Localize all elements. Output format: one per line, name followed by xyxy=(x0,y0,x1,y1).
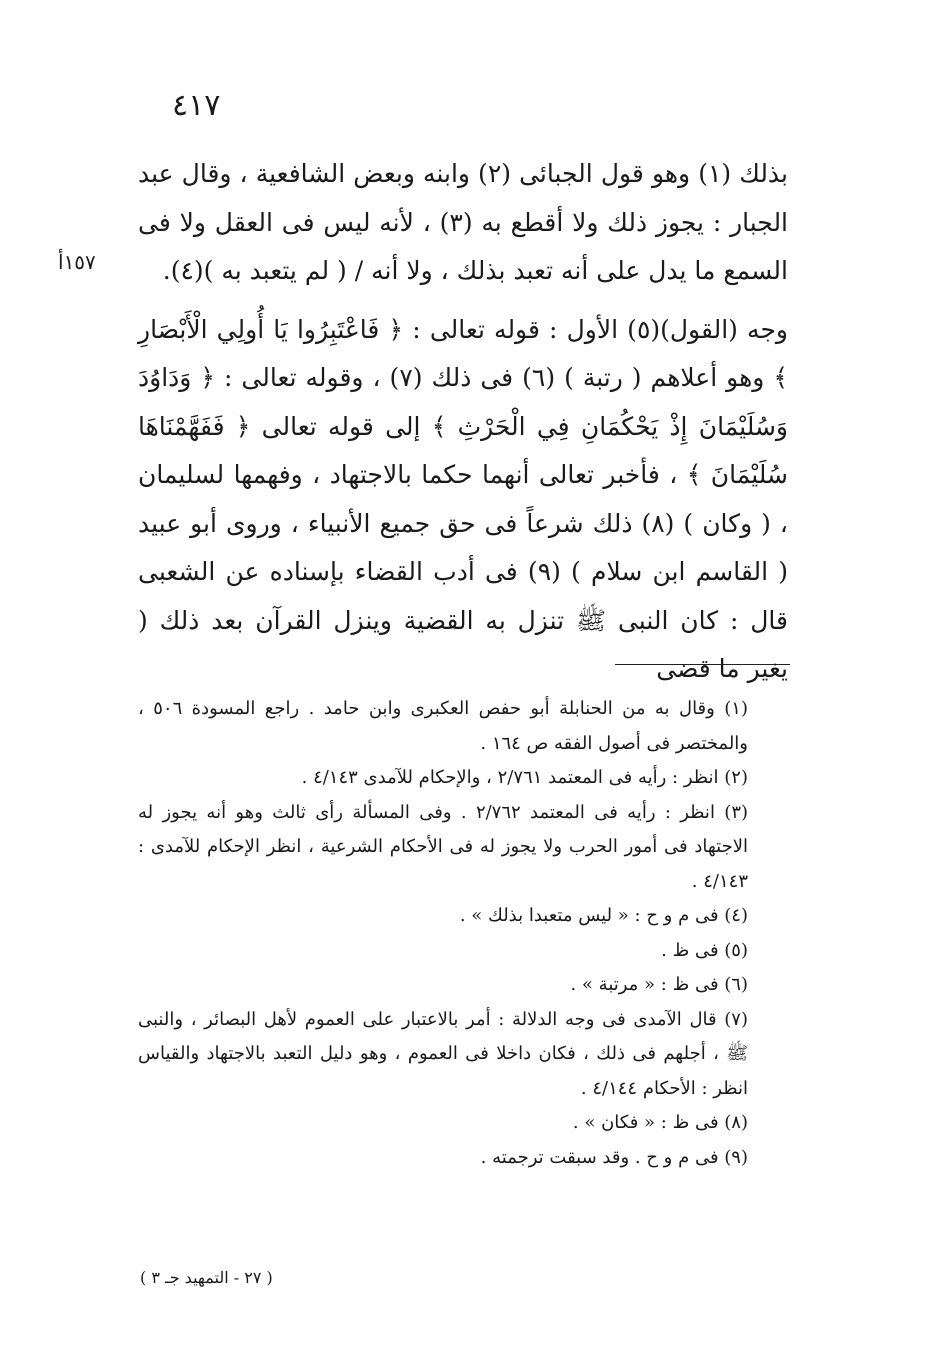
footnote-9: (٩) فى م و ح . وقد سبقت ترجمته . xyxy=(480,1146,748,1168)
footnotes xyxy=(138,692,788,1175)
footnote-4: (٤) فى م و ح : « ليس متعبدا بذلك » . xyxy=(459,905,748,926)
footnote-2: (٢) انظر : رأيه فى المعتمد ٢/٧٦١ ، والإحكام للآمدى ٤/١٤٣ . xyxy=(301,767,748,788)
footnote-8: (٨) فى ظ : « فكان » . xyxy=(572,1112,748,1133)
margin-folio-note: ١٥٧أ xyxy=(58,250,96,274)
footnote-6: (٦) فى ظ : « مرتبة » . xyxy=(570,974,748,995)
signature-mark: ( ٢٧ - التمهيد جـ ٣ ) xyxy=(140,1268,273,1287)
main-paragraph-1: بذلك (١) وهو قول الجبائى (٢) وابنه وبعض الشافعية ، وقال عبد الجبار : يجوز ذلك ولا أقطع به (٣) ، لأنه ليس فى العقل ولا فى السمع ما يدل على أنه تعبد بذلك ، ولا أنه / ( لم يتعبد به )(٤). xyxy=(138,159,789,285)
main-paragraph-2: وجه (القول)(٥) الأول : قوله تعالى : ﴿ فَاعْتَبِرُوا يَا أُولِي الْأَبْصَارِ ﴾ وهو أعلاهم ( رتبة ) (٦) فى ذلك (٧) ، وقوله تعالى : ﴿ وَدَاوُدَ وَسُلَيْمَانَ إِذْ يَحْكُمَانِ فِي الْحَرْثِ ﴾ إلى قوله تعالى ﴿ فَفَهَّمْنَاهَا سُلَيْمَانَ ﴾ ، فأخبر تعالى أنهما حكما بالاجتهاد ، وفهمها لسليمان ، ( وكان ) (٨) ذلك شرعاً فى حق جميع الأنبياء ، وروى أبو عبيد ( القاسم ابن سلام ) (٩) فى أدب القضاء بإسناده عن الشعبى قال : كان النبى ﷺ تنزل به القضية وينزل القرآن بعد ذلك ( يغير ما قضى xyxy=(138,314,788,683)
page-number: ٤١٧ xyxy=(172,88,221,123)
footnote-1: (١) وقال به من الحنابلة أبو حفص العكبرى وابن حامد . راجع المسودة ٥٠٦ ، والمختصر فى أصول الفقه ص ١٦٤ . xyxy=(138,698,748,754)
footnote-7: (٧) قال الآمدى فى وجه الدلالة : أمر بالاعتبار على العموم لأهل البصائر ، والنبى ﷺ ، أجلهم فى ذلك ، فكان داخلا فى العموم ، وهو دليل التعبد بالاجتهاد والقياس انظر : الأحكام ٤/١٤٤ . xyxy=(138,1008,748,1099)
footnote-5: (٥) فى ظ . xyxy=(661,939,748,961)
main-text xyxy=(138,150,788,694)
footnote-3: (٣) انظر : رأيه فى المعتمد ٢/٧٦٢ . وفى المسألة رأى ثالث وهو أنه يجوز له الاجتهاد فى أمور الحرب ولا يجوز له فى الأحكام الشرعية ، انظر الإحكام للآمدى : ٤/١٤٣ . xyxy=(138,801,749,892)
footnote-separator xyxy=(615,664,790,665)
